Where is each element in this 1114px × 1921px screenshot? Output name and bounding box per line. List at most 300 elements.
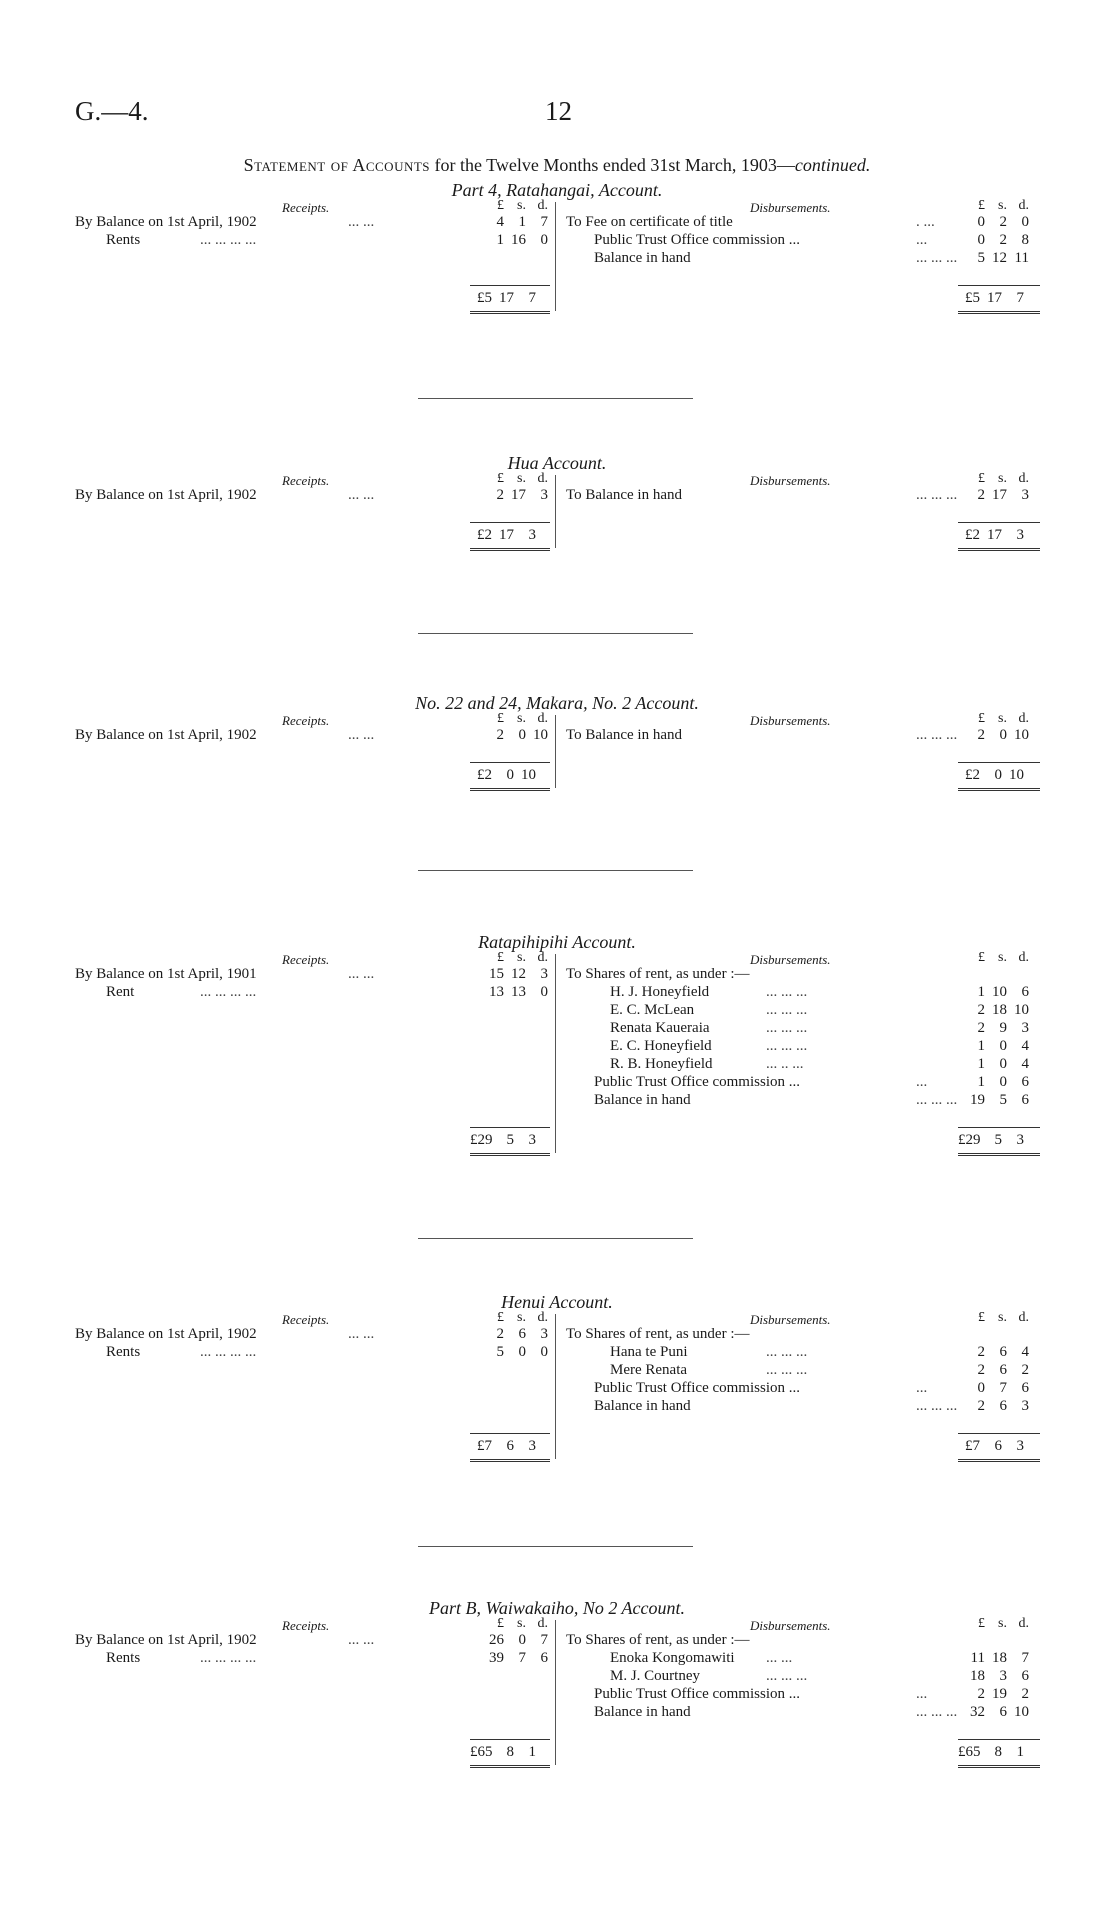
disbursement-label: Balance in hand bbox=[594, 1398, 691, 1414]
amount-shillings: 12 bbox=[992, 250, 1007, 266]
receipt-label: Rents bbox=[106, 1344, 141, 1360]
amount-pence: 10 bbox=[1014, 1002, 1029, 1018]
amount-pence: 10 bbox=[521, 767, 536, 783]
amount-shillings: 0 bbox=[994, 767, 1002, 783]
statement-title-lead: Statement of Accounts bbox=[243, 155, 431, 175]
amount-pence: 6 bbox=[540, 1650, 548, 1666]
disbursement-row bbox=[556, 1037, 1076, 1055]
disbursement-row bbox=[556, 1379, 1076, 1397]
disbursements-subtotal-rule bbox=[958, 522, 1040, 523]
disbursements-subtotal-rule bbox=[958, 1739, 1040, 1740]
amount-pounds: 5 bbox=[496, 1344, 504, 1360]
amount-pence: 8 bbox=[1021, 232, 1029, 248]
leader-dots: ... bbox=[916, 1686, 928, 1702]
amount-shillings: 5 bbox=[999, 1092, 1007, 1108]
disbursements-heading: Disbursements. bbox=[750, 200, 831, 215]
receipt-amount bbox=[482, 1343, 548, 1361]
amount-pounds: £2 bbox=[477, 527, 492, 543]
disbursement-label: Mere Renata bbox=[610, 1362, 688, 1378]
receipts-heading: Receipts. bbox=[282, 1312, 330, 1327]
leader-dots: ... ... ... bbox=[766, 1002, 808, 1018]
account-title: Part 4, Ratahangai, Account. bbox=[451, 180, 663, 200]
disbursement-amount bbox=[963, 965, 1029, 983]
disbursement-label: E. C. Honeyfield bbox=[610, 1038, 712, 1054]
disbursements-heading: Disbursements. bbox=[750, 952, 831, 967]
leader-dots: ... ... bbox=[348, 727, 375, 743]
statement-title bbox=[0, 155, 1114, 176]
amount-pence: 0 bbox=[1021, 214, 1029, 230]
amount-pounds: 15 bbox=[489, 966, 504, 982]
amount-pounds: 1 bbox=[977, 1056, 985, 1072]
amount-shillings: 0 bbox=[506, 767, 514, 783]
disbursement-label: Balance in hand bbox=[594, 1704, 691, 1720]
column-divider bbox=[555, 475, 556, 548]
amount-pounds: £7 bbox=[477, 1438, 492, 1454]
disbursement-label: E. C. McLean bbox=[610, 1002, 695, 1018]
amount-pence: 3 bbox=[1016, 1132, 1024, 1148]
amount-shillings: 6 bbox=[999, 1704, 1007, 1720]
amount-pounds: 2 bbox=[496, 1326, 504, 1342]
disbursement-amount bbox=[963, 1037, 1029, 1055]
amount-pounds: 2 bbox=[977, 1020, 985, 1036]
amount-pounds: £2 bbox=[965, 767, 980, 783]
receipt-amount bbox=[482, 726, 548, 744]
section-separator bbox=[418, 1238, 693, 1239]
amount-pence: 3 bbox=[528, 1438, 536, 1454]
disbursements-total-double-rule bbox=[958, 1765, 1040, 1768]
disbursement-amount bbox=[963, 1055, 1029, 1073]
amount-pence: 3 bbox=[528, 1132, 536, 1148]
receipts-total-double-rule bbox=[470, 1153, 550, 1156]
amount-shillings: 9 bbox=[999, 1020, 1007, 1036]
amount-pounds: 1 bbox=[977, 1038, 985, 1054]
receipt-label: Rents bbox=[106, 232, 141, 248]
receipts-heading: Receipts. bbox=[282, 473, 330, 488]
receipts-total bbox=[470, 1131, 560, 1149]
amount-pounds: 19 bbox=[970, 1092, 985, 1108]
amount-pence: 6 bbox=[1021, 1074, 1029, 1090]
receipt-amount bbox=[482, 1649, 548, 1667]
leader-dots: ... ... bbox=[766, 1650, 793, 1666]
amount-pence: 2 bbox=[1021, 1362, 1029, 1378]
amount-pounds: 13 bbox=[489, 984, 504, 1000]
amount-shillings: 17 bbox=[987, 290, 1002, 306]
disbursements-subtotal-rule bbox=[958, 1433, 1040, 1434]
leader-dots: ... ... bbox=[348, 1632, 375, 1648]
receipts-lsd-heading: £ s. d. bbox=[497, 1616, 548, 1631]
amount-shillings: 2 bbox=[999, 232, 1007, 248]
disbursement-amount bbox=[963, 1361, 1029, 1379]
amount-shillings: 0 bbox=[518, 1632, 526, 1648]
leader-dots: ... ... ... bbox=[916, 727, 958, 743]
amount-pence: 3 bbox=[528, 527, 536, 543]
disbursement-row bbox=[556, 1055, 1076, 1073]
amount-shillings: 7 bbox=[518, 1650, 526, 1666]
amount-shillings: 0 bbox=[518, 1344, 526, 1360]
receipts-total bbox=[470, 1743, 560, 1761]
page-number: 12 bbox=[545, 96, 572, 126]
disbursements-lsd-heading: £ s. d. bbox=[978, 198, 1029, 213]
column-divider bbox=[555, 1620, 556, 1765]
amount-pounds: 2 bbox=[977, 1344, 985, 1360]
amount-pence: 7 bbox=[1016, 290, 1024, 306]
amount-pounds: 1 bbox=[977, 1074, 985, 1090]
disbursement-row bbox=[556, 1649, 1076, 1667]
amount-pence: 4 bbox=[1021, 1344, 1029, 1360]
disbursement-row bbox=[556, 726, 1076, 744]
account-title: No. 22 and 24, Makara, No. 2 Account. bbox=[415, 693, 699, 713]
disbursement-row bbox=[556, 1631, 1076, 1649]
amount-shillings: 0 bbox=[999, 1074, 1007, 1090]
disbursement-row bbox=[556, 231, 1076, 249]
amount-pence: 11 bbox=[1014, 250, 1029, 266]
disbursement-amount bbox=[963, 1073, 1029, 1091]
receipts-subtotal-rule bbox=[470, 1127, 550, 1128]
amount-pence: 1 bbox=[1016, 1744, 1024, 1760]
leader-dots: ... ... ... bbox=[916, 1092, 958, 1108]
amount-shillings: 17 bbox=[992, 487, 1007, 503]
amount-pence: 2 bbox=[1021, 1686, 1029, 1702]
amount-pounds: 39 bbox=[489, 1650, 504, 1666]
receipts-total-double-rule bbox=[470, 1459, 550, 1462]
disbursements-total bbox=[958, 289, 1058, 307]
amount-pence: 7 bbox=[1021, 1650, 1029, 1666]
leader-dots: ... .. ... bbox=[766, 1056, 804, 1072]
disbursement-label: To Shares of rent, as under :— bbox=[566, 1632, 750, 1648]
section-separator bbox=[418, 398, 693, 399]
amount-shillings: 17 bbox=[987, 527, 1002, 543]
disbursements-lsd-heading: £ s. d. bbox=[978, 1616, 1029, 1631]
amount-pence: 3 bbox=[1021, 1398, 1029, 1414]
disbursements-subtotal-rule bbox=[958, 285, 1040, 286]
amount-pence: 3 bbox=[1016, 527, 1024, 543]
disbursement-label: Hana te Puni bbox=[610, 1344, 688, 1360]
document-reference: G.—4. bbox=[75, 96, 149, 126]
disbursement-label: Public Trust Office commission ... bbox=[594, 1380, 800, 1396]
receipt-label: Rents bbox=[106, 1650, 141, 1666]
receipts-total-double-rule bbox=[470, 548, 550, 551]
section-separator bbox=[418, 633, 693, 634]
leader-dots: ... ... ... bbox=[766, 1362, 808, 1378]
leader-dots: ... bbox=[916, 232, 928, 248]
disbursements-heading: Disbursements. bbox=[750, 1312, 831, 1327]
amount-pence: 3 bbox=[540, 966, 548, 982]
leader-dots: ... bbox=[916, 1074, 928, 1090]
disbursement-amount bbox=[963, 1325, 1029, 1343]
disbursements-lsd-heading: £ s. d. bbox=[978, 950, 1029, 965]
amount-pounds: £5 bbox=[477, 290, 492, 306]
disbursement-row bbox=[556, 1685, 1076, 1703]
amount-shillings: 13 bbox=[511, 984, 526, 1000]
receipt-amount bbox=[482, 486, 548, 504]
leader-dots: ... ... bbox=[348, 966, 375, 982]
amount-pounds: 1 bbox=[496, 232, 504, 248]
amount-shillings: 6 bbox=[994, 1438, 1002, 1454]
amount-pence: 6 bbox=[1021, 984, 1029, 1000]
disbursement-label: H. J. Honeyfield bbox=[610, 984, 710, 1000]
disbursement-label: Balance in hand bbox=[594, 250, 691, 266]
disbursements-heading: Disbursements. bbox=[750, 473, 831, 488]
disbursement-row bbox=[556, 1325, 1076, 1343]
receipt-row bbox=[0, 726, 555, 744]
amount-pounds: 0 bbox=[977, 232, 985, 248]
disbursement-amount bbox=[963, 249, 1029, 267]
receipt-row bbox=[0, 1343, 555, 1361]
amount-pounds: 11 bbox=[970, 1650, 985, 1666]
disbursement-label: To Fee on certificate of title bbox=[566, 214, 733, 230]
amount-pounds: 2 bbox=[977, 487, 985, 503]
disbursement-amount bbox=[963, 1091, 1029, 1109]
amount-pence: 3 bbox=[540, 1326, 548, 1342]
amount-shillings: 0 bbox=[518, 727, 526, 743]
leader-dots: ... ... ... bbox=[766, 1020, 808, 1036]
receipt-amount bbox=[482, 965, 548, 983]
receipt-amount bbox=[482, 1631, 548, 1649]
receipt-row bbox=[0, 1325, 555, 1343]
amount-shillings: 6 bbox=[506, 1438, 514, 1454]
disbursement-row bbox=[556, 1091, 1076, 1109]
amount-pence: 3 bbox=[1016, 1438, 1024, 1454]
receipts-subtotal-rule bbox=[470, 1433, 550, 1434]
receipts-total-double-rule bbox=[470, 1765, 550, 1768]
account-title: Henui Account. bbox=[501, 1292, 613, 1312]
amount-shillings: 17 bbox=[511, 487, 526, 503]
amount-pounds: 0 bbox=[977, 1380, 985, 1396]
amount-shillings: 10 bbox=[992, 984, 1007, 1000]
receipt-row bbox=[0, 231, 555, 249]
disbursement-label: Renata Kaueraia bbox=[610, 1020, 710, 1036]
disbursement-row bbox=[556, 1667, 1076, 1685]
disbursement-row bbox=[556, 965, 1076, 983]
amount-shillings: 5 bbox=[994, 1132, 1002, 1148]
receipt-row bbox=[0, 213, 555, 231]
amount-pounds: 2 bbox=[977, 1002, 985, 1018]
amount-pounds: £65 bbox=[470, 1744, 493, 1760]
column-divider bbox=[555, 954, 556, 1153]
section-separator bbox=[418, 1546, 693, 1547]
disbursement-amount bbox=[963, 1397, 1029, 1415]
amount-shillings: 6 bbox=[518, 1326, 526, 1342]
leader-dots: ... ... ... bbox=[916, 1398, 958, 1414]
receipts-total-double-rule bbox=[470, 311, 550, 314]
amount-pence: 6 bbox=[1021, 1380, 1029, 1396]
amount-pence: 0 bbox=[540, 1344, 548, 1360]
amount-shillings: 5 bbox=[506, 1132, 514, 1148]
amount-shillings: 6 bbox=[999, 1344, 1007, 1360]
amount-shillings: 3 bbox=[999, 1668, 1007, 1684]
disbursement-label: To Shares of rent, as under :— bbox=[566, 1326, 750, 1342]
disbursement-label: Balance in hand bbox=[594, 1092, 691, 1108]
receipts-subtotal-rule bbox=[470, 285, 550, 286]
disbursement-row bbox=[556, 1019, 1076, 1037]
amount-pounds: 4 bbox=[496, 214, 504, 230]
disbursements-total bbox=[958, 766, 1058, 784]
disbursement-amount bbox=[963, 1019, 1029, 1037]
disbursements-heading: Disbursements. bbox=[750, 1618, 831, 1633]
receipt-amount bbox=[482, 213, 548, 231]
amount-pounds: £29 bbox=[958, 1132, 981, 1148]
disbursements-total bbox=[958, 1743, 1058, 1761]
amount-pounds: 1 bbox=[977, 984, 985, 1000]
amount-pounds: £7 bbox=[965, 1438, 980, 1454]
disbursement-row bbox=[556, 1073, 1076, 1091]
disbursement-label: Enoka Kongomawiti bbox=[610, 1650, 735, 1666]
receipts-heading: Receipts. bbox=[282, 713, 330, 728]
amount-shillings: 19 bbox=[992, 1686, 1007, 1702]
amount-pounds: 32 bbox=[970, 1704, 985, 1720]
disbursements-lsd-heading: £ s. d. bbox=[978, 1310, 1029, 1325]
disbursements-lsd-heading: £ s. d. bbox=[978, 471, 1029, 486]
amount-pence: 10 bbox=[1014, 1704, 1029, 1720]
amount-pence: 10 bbox=[1009, 767, 1024, 783]
receipt-row bbox=[0, 983, 555, 1001]
amount-shillings: 1 bbox=[518, 214, 526, 230]
column-divider bbox=[555, 202, 556, 311]
amount-shillings: 8 bbox=[506, 1744, 514, 1760]
disbursement-label: M. J. Courtney bbox=[610, 1668, 700, 1684]
disbursement-row bbox=[556, 249, 1076, 267]
amount-pence: 10 bbox=[533, 727, 548, 743]
amount-pounds: £65 bbox=[958, 1744, 981, 1760]
receipts-subtotal-rule bbox=[470, 762, 550, 763]
receipt-label: Rent bbox=[106, 984, 135, 1000]
receipt-label: By Balance on 1st April, 1902 bbox=[75, 1326, 257, 1342]
leader-dots: ... ... ... ... bbox=[200, 1650, 257, 1666]
leader-dots: ... ... ... ... bbox=[200, 232, 257, 248]
receipts-lsd-heading: £ s. d. bbox=[497, 1310, 548, 1325]
receipts-total-double-rule bbox=[470, 788, 550, 791]
amount-pounds: 2 bbox=[496, 727, 504, 743]
receipts-lsd-heading: £ s. d. bbox=[497, 950, 548, 965]
receipts-subtotal-rule bbox=[470, 522, 550, 523]
disbursements-total bbox=[958, 1131, 1058, 1149]
amount-pounds: 2 bbox=[977, 727, 985, 743]
disbursements-subtotal-rule bbox=[958, 762, 1040, 763]
amount-pence: 3 bbox=[540, 487, 548, 503]
amount-pence: 7 bbox=[540, 1632, 548, 1648]
receipt-label: By Balance on 1st April, 1902 bbox=[75, 727, 257, 743]
amount-pounds: 5 bbox=[977, 250, 985, 266]
amount-pounds: 18 bbox=[970, 1668, 985, 1684]
amount-shillings: 17 bbox=[499, 290, 514, 306]
disbursements-total-double-rule bbox=[958, 548, 1040, 551]
statement-title-tail: continued. bbox=[794, 155, 871, 175]
receipts-subtotal-rule bbox=[470, 1739, 550, 1740]
amount-shillings: 0 bbox=[999, 1038, 1007, 1054]
receipts-heading: Receipts. bbox=[282, 200, 330, 215]
receipts-lsd-heading: £ s. d. bbox=[497, 471, 548, 486]
disbursement-label: Public Trust Office commission ... bbox=[594, 1686, 800, 1702]
amount-pence: 7 bbox=[540, 214, 548, 230]
amount-pounds: 2 bbox=[977, 1398, 985, 1414]
amount-shillings: 6 bbox=[999, 1362, 1007, 1378]
leader-dots: ... ... ... ... bbox=[200, 984, 257, 1000]
leader-dots: ... ... ... bbox=[766, 1668, 808, 1684]
disbursement-amount bbox=[963, 1685, 1029, 1703]
receipts-total bbox=[470, 1437, 560, 1455]
disbursement-amount bbox=[963, 1703, 1029, 1721]
amount-shillings: 17 bbox=[499, 527, 514, 543]
disbursements-lsd-heading: £ s. d. bbox=[978, 711, 1029, 726]
disbursement-amount bbox=[963, 1379, 1029, 1397]
disbursements-total-double-rule bbox=[958, 1459, 1040, 1462]
amount-pounds: £2 bbox=[477, 767, 492, 783]
account-title: Ratapihipihi Account. bbox=[478, 932, 636, 952]
amount-pounds: 2 bbox=[496, 487, 504, 503]
disbursement-label: To Balance in hand bbox=[566, 487, 682, 503]
receipt-label: By Balance on 1st April, 1902 bbox=[75, 214, 257, 230]
account-title: Hua Account. bbox=[507, 453, 607, 473]
disbursement-label: Public Trust Office commission ... bbox=[594, 1074, 800, 1090]
receipts-heading: Receipts. bbox=[282, 1618, 330, 1633]
amount-pence: 0 bbox=[540, 232, 548, 248]
receipt-amount bbox=[482, 231, 548, 249]
amount-pence: 1 bbox=[528, 1744, 536, 1760]
section-separator bbox=[418, 870, 693, 871]
disbursement-amount bbox=[963, 1343, 1029, 1361]
receipt-amount bbox=[482, 983, 548, 1001]
amount-pence: 4 bbox=[1021, 1038, 1029, 1054]
disbursement-row bbox=[556, 1397, 1076, 1415]
leader-dots: . ... bbox=[916, 214, 935, 230]
disbursements-total-double-rule bbox=[958, 1153, 1040, 1156]
receipt-label: By Balance on 1st April, 1902 bbox=[75, 1632, 257, 1648]
amount-shillings: 7 bbox=[999, 1380, 1007, 1396]
amount-shillings: 18 bbox=[992, 1002, 1007, 1018]
receipts-lsd-heading: £ s. d. bbox=[497, 198, 548, 213]
amount-shillings: 12 bbox=[511, 966, 526, 982]
leader-dots: ... ... ... bbox=[916, 487, 958, 503]
receipt-row bbox=[0, 486, 555, 504]
amount-pence: 4 bbox=[1021, 1056, 1029, 1072]
receipts-heading: Receipts. bbox=[282, 952, 330, 967]
amount-pence: 7 bbox=[528, 290, 536, 306]
disbursement-label: Public Trust Office commission ... bbox=[594, 232, 800, 248]
receipts-lsd-heading: £ s. d. bbox=[497, 711, 548, 726]
amount-shillings: 16 bbox=[511, 232, 526, 248]
receipts-total bbox=[470, 766, 560, 784]
amount-pence: 10 bbox=[1014, 727, 1029, 743]
receipts-total bbox=[470, 289, 560, 307]
amount-pence: 0 bbox=[540, 984, 548, 1000]
amount-pounds: £29 bbox=[470, 1132, 493, 1148]
column-divider bbox=[555, 715, 556, 788]
disbursements-subtotal-rule bbox=[958, 1127, 1040, 1128]
receipt-row bbox=[0, 1631, 555, 1649]
disbursement-label: To Shares of rent, as under :— bbox=[566, 966, 750, 982]
leader-dots: ... bbox=[916, 1380, 928, 1396]
amount-pounds: 2 bbox=[977, 1362, 985, 1378]
disbursement-row bbox=[556, 1343, 1076, 1361]
disbursement-row bbox=[556, 1361, 1076, 1379]
amount-shillings: 0 bbox=[999, 1056, 1007, 1072]
receipt-row bbox=[0, 965, 555, 983]
amount-pence: 6 bbox=[1021, 1668, 1029, 1684]
leader-dots: ... ... ... bbox=[916, 1704, 958, 1720]
amount-shillings: 0 bbox=[999, 727, 1007, 743]
amount-pounds: £5 bbox=[965, 290, 980, 306]
amount-pounds: 2 bbox=[977, 1686, 985, 1702]
disbursement-amount bbox=[963, 1649, 1029, 1667]
leader-dots: ... ... ... bbox=[916, 250, 958, 266]
disbursement-row bbox=[556, 213, 1076, 231]
amount-shillings: 2 bbox=[999, 214, 1007, 230]
disbursement-amount bbox=[963, 213, 1029, 231]
disbursements-total bbox=[958, 526, 1058, 544]
disbursement-row bbox=[556, 1001, 1076, 1019]
amount-shillings: 18 bbox=[992, 1650, 1007, 1666]
receipt-label: By Balance on 1st April, 1901 bbox=[75, 966, 257, 982]
